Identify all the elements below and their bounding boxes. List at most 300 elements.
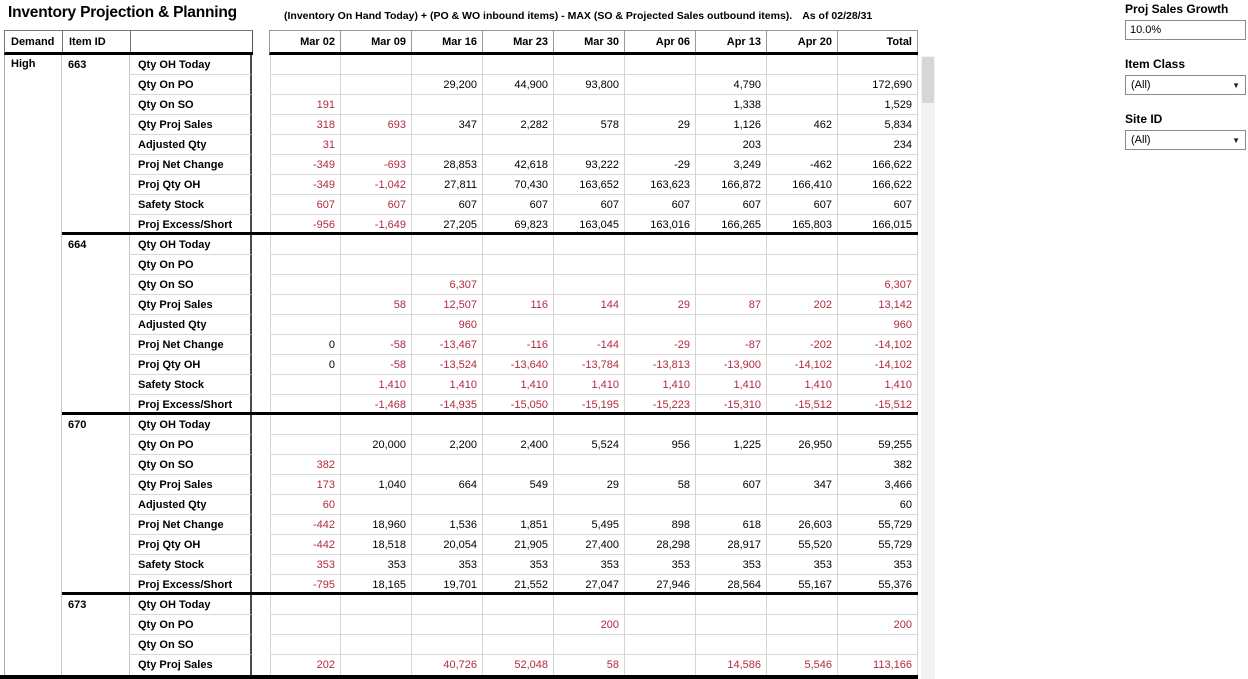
value-cell[interactable]: 29,200	[412, 75, 483, 95]
value-cell[interactable]	[270, 55, 341, 75]
item-id-cell[interactable]	[62, 175, 130, 195]
value-cell[interactable]: -14,102	[767, 355, 838, 375]
value-cell[interactable]: 898	[625, 515, 696, 535]
value-cell[interactable]: 1,225	[696, 435, 767, 455]
value-cell[interactable]: -15,310	[696, 395, 767, 415]
value-cell[interactable]	[270, 295, 341, 315]
value-cell[interactable]	[270, 375, 341, 395]
value-cell[interactable]: -349	[270, 155, 341, 175]
value-cell[interactable]: 353	[554, 555, 625, 575]
value-cell[interactable]: -58	[341, 335, 412, 355]
value-cell[interactable]	[270, 255, 341, 275]
item-id-cell[interactable]	[62, 515, 130, 535]
value-cell[interactable]: 166,410	[767, 175, 838, 195]
value-cell[interactable]: 607	[412, 195, 483, 215]
value-cell[interactable]: 0	[270, 355, 341, 375]
value-cell[interactable]: 19,701	[412, 575, 483, 595]
value-cell[interactable]: 87	[696, 295, 767, 315]
value-cell[interactable]: 163,016	[625, 215, 696, 235]
value-cell[interactable]: 58	[554, 655, 625, 675]
value-cell[interactable]	[341, 315, 412, 335]
value-cell[interactable]	[341, 595, 412, 615]
value-cell[interactable]	[341, 615, 412, 635]
value-cell[interactable]: 607	[696, 475, 767, 495]
value-cell[interactable]: 1,410	[696, 375, 767, 395]
value-cell[interactable]: -442	[270, 515, 341, 535]
value-cell[interactable]: 1,410	[625, 375, 696, 395]
value-cell[interactable]: 347	[767, 475, 838, 495]
item-id-cell[interactable]	[62, 435, 130, 455]
value-cell[interactable]: -13,900	[696, 355, 767, 375]
value-cell[interactable]: 353	[483, 555, 554, 575]
value-cell[interactable]	[483, 455, 554, 475]
value-cell[interactable]	[341, 275, 412, 295]
value-cell[interactable]	[696, 615, 767, 635]
value-cell[interactable]: 55,729	[838, 535, 918, 555]
value-cell[interactable]	[696, 315, 767, 335]
value-cell[interactable]: 113,166	[838, 655, 918, 675]
item-id-cell[interactable]	[62, 295, 130, 315]
value-cell[interactable]: 6,307	[838, 275, 918, 295]
metric-label[interactable]: Qty Proj Sales	[130, 655, 252, 675]
metric-label[interactable]: Proj Excess/Short	[130, 215, 252, 235]
metric-label[interactable]: Adjusted Qty	[130, 315, 252, 335]
metric-label[interactable]: Qty On SO	[130, 635, 252, 655]
value-cell[interactable]	[554, 95, 625, 115]
value-cell[interactable]	[554, 235, 625, 255]
value-cell[interactable]: 5,495	[554, 515, 625, 535]
value-cell[interactable]: 163,652	[554, 175, 625, 195]
value-cell[interactable]	[341, 95, 412, 115]
value-cell[interactable]: 353	[767, 555, 838, 575]
value-cell[interactable]	[483, 55, 554, 75]
value-cell[interactable]: -14,935	[412, 395, 483, 415]
value-cell[interactable]	[696, 495, 767, 515]
value-cell[interactable]: 163,623	[625, 175, 696, 195]
value-cell[interactable]: 607	[767, 195, 838, 215]
value-cell[interactable]: 28,853	[412, 155, 483, 175]
value-cell[interactable]	[412, 135, 483, 155]
value-cell[interactable]: 549	[483, 475, 554, 495]
column-header-mar-09[interactable]: Mar 09	[341, 31, 412, 52]
value-cell[interactable]	[554, 595, 625, 615]
value-cell[interactable]	[838, 235, 918, 255]
column-header-item-id[interactable]: Item ID	[63, 31, 131, 52]
value-cell[interactable]	[767, 495, 838, 515]
value-cell[interactable]	[767, 135, 838, 155]
value-cell[interactable]	[554, 275, 625, 295]
column-header-mar-16[interactable]: Mar 16	[412, 31, 483, 52]
value-cell[interactable]	[483, 315, 554, 335]
value-cell[interactable]: 93,222	[554, 155, 625, 175]
value-cell[interactable]: 28,917	[696, 535, 767, 555]
value-cell[interactable]: 21,905	[483, 535, 554, 555]
metric-label[interactable]: Proj Excess/Short	[130, 395, 252, 415]
value-cell[interactable]	[341, 255, 412, 275]
value-cell[interactable]: 191	[270, 95, 341, 115]
value-cell[interactable]	[341, 135, 412, 155]
value-cell[interactable]: -14,102	[838, 355, 918, 375]
value-cell[interactable]: 44,900	[483, 75, 554, 95]
value-cell[interactable]	[696, 595, 767, 615]
value-cell[interactable]	[270, 315, 341, 335]
value-cell[interactable]: -144	[554, 335, 625, 355]
value-cell[interactable]: 956	[625, 435, 696, 455]
value-cell[interactable]: -58	[341, 355, 412, 375]
value-cell[interactable]: -116	[483, 335, 554, 355]
value-cell[interactable]	[412, 615, 483, 635]
metric-label[interactable]: Qty On PO	[130, 75, 252, 95]
value-cell[interactable]	[625, 635, 696, 655]
value-cell[interactable]: 18,165	[341, 575, 412, 595]
value-cell[interactable]: 202	[767, 295, 838, 315]
value-cell[interactable]: 203	[696, 135, 767, 155]
value-cell[interactable]: 173	[270, 475, 341, 495]
value-cell[interactable]	[341, 635, 412, 655]
value-cell[interactable]: 70,430	[483, 175, 554, 195]
metric-label[interactable]: Proj Qty OH	[130, 535, 252, 555]
value-cell[interactable]: 26,950	[767, 435, 838, 455]
value-cell[interactable]	[625, 135, 696, 155]
item-id-cell[interactable]	[62, 635, 130, 655]
value-cell[interactable]	[412, 495, 483, 515]
value-cell[interactable]: 12,507	[412, 295, 483, 315]
metric-label[interactable]: Qty OH Today	[130, 235, 252, 255]
metric-label[interactable]: Qty On PO	[130, 435, 252, 455]
value-cell[interactable]	[767, 635, 838, 655]
value-cell[interactable]	[412, 595, 483, 615]
item-id-cell[interactable]	[62, 75, 130, 95]
item-id-cell[interactable]	[62, 335, 130, 355]
metric-label[interactable]: Safety Stock	[130, 555, 252, 575]
metric-label[interactable]: Proj Qty OH	[130, 175, 252, 195]
item-id-cell[interactable]	[62, 315, 130, 335]
value-cell[interactable]	[483, 615, 554, 635]
item-class-dropdown[interactable]	[1125, 75, 1246, 95]
value-cell[interactable]: 960	[412, 315, 483, 335]
column-header-mar-23[interactable]: Mar 23	[483, 31, 554, 52]
value-cell[interactable]	[625, 315, 696, 335]
value-cell[interactable]: 27,400	[554, 535, 625, 555]
value-cell[interactable]	[625, 95, 696, 115]
value-cell[interactable]: 52,048	[483, 655, 554, 675]
value-cell[interactable]	[483, 135, 554, 155]
site-id-dropdown[interactable]	[1125, 130, 1246, 150]
value-cell[interactable]	[554, 455, 625, 475]
metric-label[interactable]: Adjusted Qty	[130, 495, 252, 515]
item-id-cell[interactable]	[62, 395, 130, 415]
value-cell[interactable]	[767, 415, 838, 435]
value-cell[interactable]	[554, 55, 625, 75]
value-cell[interactable]	[341, 455, 412, 475]
value-cell[interactable]: 40,726	[412, 655, 483, 675]
value-cell[interactable]: 1,410	[767, 375, 838, 395]
value-cell[interactable]	[696, 255, 767, 275]
value-cell[interactable]: 20,000	[341, 435, 412, 455]
value-cell[interactable]: 166,872	[696, 175, 767, 195]
value-cell[interactable]: 578	[554, 115, 625, 135]
metric-label[interactable]: Qty On PO	[130, 255, 252, 275]
value-cell[interactable]: 1,410	[483, 375, 554, 395]
value-cell[interactable]	[625, 455, 696, 475]
value-cell[interactable]	[341, 235, 412, 255]
value-cell[interactable]: 1,529	[838, 95, 918, 115]
item-id-cell[interactable]	[62, 255, 130, 275]
value-cell[interactable]: 234	[838, 135, 918, 155]
vertical-scrollbar-thumb[interactable]	[922, 57, 934, 103]
value-cell[interactable]	[270, 615, 341, 635]
item-id-cell[interactable]	[62, 615, 130, 635]
metric-label[interactable]: Qty OH Today	[130, 55, 252, 75]
item-id-cell[interactable]	[62, 495, 130, 515]
value-cell[interactable]	[483, 595, 554, 615]
value-cell[interactable]: -15,223	[625, 395, 696, 415]
value-cell[interactable]: 60	[838, 495, 918, 515]
value-cell[interactable]	[483, 235, 554, 255]
column-header-demand[interactable]: Demand	[5, 31, 63, 52]
value-cell[interactable]: 28,564	[696, 575, 767, 595]
value-cell[interactable]	[412, 55, 483, 75]
value-cell[interactable]: 13,142	[838, 295, 918, 315]
value-cell[interactable]	[341, 415, 412, 435]
value-cell[interactable]	[838, 255, 918, 275]
value-cell[interactable]	[625, 415, 696, 435]
value-cell[interactable]: 1,851	[483, 515, 554, 535]
value-cell[interactable]	[696, 455, 767, 475]
value-cell[interactable]	[483, 275, 554, 295]
value-cell[interactable]: 5,834	[838, 115, 918, 135]
column-header-apr-13[interactable]: Apr 13	[696, 31, 767, 52]
value-cell[interactable]: -795	[270, 575, 341, 595]
value-cell[interactable]: 318	[270, 115, 341, 135]
metric-label[interactable]: Adjusted Qty	[130, 135, 252, 155]
item-id-cell[interactable]	[62, 135, 130, 155]
value-cell[interactable]: 6,307	[412, 275, 483, 295]
value-cell[interactable]: -1,042	[341, 175, 412, 195]
item-id-cell[interactable]	[62, 155, 130, 175]
value-cell[interactable]: 166,265	[696, 215, 767, 235]
value-cell[interactable]	[483, 95, 554, 115]
value-cell[interactable]: 607	[696, 195, 767, 215]
value-cell[interactable]: 166,015	[838, 215, 918, 235]
value-cell[interactable]	[554, 255, 625, 275]
value-cell[interactable]: 28,298	[625, 535, 696, 555]
value-cell[interactable]: -462	[767, 155, 838, 175]
value-cell[interactable]	[341, 495, 412, 515]
value-cell[interactable]: 18,518	[341, 535, 412, 555]
value-cell[interactable]: 607	[554, 195, 625, 215]
value-cell[interactable]: 18,960	[341, 515, 412, 535]
value-cell[interactable]	[625, 75, 696, 95]
value-cell[interactable]	[696, 415, 767, 435]
value-cell[interactable]: 5,524	[554, 435, 625, 455]
item-id-cell[interactable]	[62, 555, 130, 575]
value-cell[interactable]	[625, 595, 696, 615]
metric-label[interactable]: Qty On SO	[130, 95, 252, 115]
column-header-apr-20[interactable]: Apr 20	[767, 31, 838, 52]
value-cell[interactable]	[483, 415, 554, 435]
value-cell[interactable]: 116	[483, 295, 554, 315]
value-cell[interactable]: 353	[270, 555, 341, 575]
value-cell[interactable]	[625, 255, 696, 275]
value-cell[interactable]: 353	[838, 555, 918, 575]
value-cell[interactable]: -693	[341, 155, 412, 175]
value-cell[interactable]	[270, 595, 341, 615]
value-cell[interactable]	[767, 55, 838, 75]
value-cell[interactable]: 4,790	[696, 75, 767, 95]
value-cell[interactable]: 166,622	[838, 155, 918, 175]
value-cell[interactable]	[554, 415, 625, 435]
value-cell[interactable]	[696, 55, 767, 75]
value-cell[interactable]	[554, 635, 625, 655]
value-cell[interactable]: 27,811	[412, 175, 483, 195]
value-cell[interactable]: -1,468	[341, 395, 412, 415]
value-cell[interactable]	[625, 495, 696, 515]
value-cell[interactable]: 618	[696, 515, 767, 535]
metric-label[interactable]: Qty Proj Sales	[130, 475, 252, 495]
value-cell[interactable]: 172,690	[838, 75, 918, 95]
item-id-cell[interactable]	[62, 655, 130, 675]
value-cell[interactable]: 1,536	[412, 515, 483, 535]
value-cell[interactable]	[696, 275, 767, 295]
metric-label[interactable]: Qty Proj Sales	[130, 115, 252, 135]
item-id-cell[interactable]	[62, 115, 130, 135]
value-cell[interactable]: 1,410	[341, 375, 412, 395]
metric-label[interactable]: Safety Stock	[130, 375, 252, 395]
value-cell[interactable]: 2,200	[412, 435, 483, 455]
value-cell[interactable]	[341, 655, 412, 675]
item-id-cell[interactable]	[62, 575, 130, 595]
value-cell[interactable]: 166,622	[838, 175, 918, 195]
value-cell[interactable]	[412, 95, 483, 115]
value-cell[interactable]: 69,823	[483, 215, 554, 235]
metric-label[interactable]: Proj Excess/Short	[130, 575, 252, 595]
value-cell[interactable]: 55,376	[838, 575, 918, 595]
item-id-cell[interactable]	[62, 535, 130, 555]
value-cell[interactable]: 58	[341, 295, 412, 315]
value-cell[interactable]: 20,054	[412, 535, 483, 555]
value-cell[interactable]: 2,400	[483, 435, 554, 455]
value-cell[interactable]: -349	[270, 175, 341, 195]
value-cell[interactable]	[838, 595, 918, 615]
vertical-scrollbar-track[interactable]	[921, 56, 935, 679]
value-cell[interactable]	[270, 235, 341, 255]
value-cell[interactable]: -87	[696, 335, 767, 355]
value-cell[interactable]: 1,126	[696, 115, 767, 135]
value-cell[interactable]	[412, 635, 483, 655]
value-cell[interactable]: 21,552	[483, 575, 554, 595]
item-id-cell[interactable]	[62, 375, 130, 395]
value-cell[interactable]	[767, 455, 838, 475]
metric-label[interactable]: Safety Stock	[130, 195, 252, 215]
value-cell[interactable]	[270, 635, 341, 655]
value-cell[interactable]: 202	[270, 655, 341, 675]
column-header-mar-02[interactable]: Mar 02	[270, 31, 341, 52]
value-cell[interactable]	[412, 415, 483, 435]
value-cell[interactable]	[625, 55, 696, 75]
value-cell[interactable]: 26,603	[767, 515, 838, 535]
value-cell[interactable]: 3,466	[838, 475, 918, 495]
value-cell[interactable]: 1,040	[341, 475, 412, 495]
value-cell[interactable]	[767, 95, 838, 115]
value-cell[interactable]	[412, 255, 483, 275]
value-cell[interactable]	[767, 275, 838, 295]
value-cell[interactable]	[625, 615, 696, 635]
value-cell[interactable]: 1,410	[554, 375, 625, 395]
value-cell[interactable]	[270, 75, 341, 95]
value-cell[interactable]: 55,729	[838, 515, 918, 535]
value-cell[interactable]: 1,338	[696, 95, 767, 115]
item-id-cell[interactable]	[62, 475, 130, 495]
value-cell[interactable]: -29	[625, 335, 696, 355]
value-cell[interactable]: 347	[412, 115, 483, 135]
value-cell[interactable]	[767, 615, 838, 635]
value-cell[interactable]	[696, 235, 767, 255]
value-cell[interactable]	[554, 315, 625, 335]
value-cell[interactable]	[696, 635, 767, 655]
value-cell[interactable]	[270, 275, 341, 295]
metric-label[interactable]: Proj Net Change	[130, 515, 252, 535]
value-cell[interactable]	[412, 235, 483, 255]
value-cell[interactable]: 200	[554, 615, 625, 635]
item-id-cell[interactable]: 663	[62, 55, 130, 75]
value-cell[interactable]: 42,618	[483, 155, 554, 175]
value-cell[interactable]: -13,467	[412, 335, 483, 355]
value-cell[interactable]: 31	[270, 135, 341, 155]
value-cell[interactable]: 60	[270, 495, 341, 515]
value-cell[interactable]: 55,167	[767, 575, 838, 595]
value-cell[interactable]: 382	[838, 455, 918, 475]
metric-label[interactable]: Qty Proj Sales	[130, 295, 252, 315]
value-cell[interactable]	[483, 255, 554, 275]
metric-label[interactable]: Qty On PO	[130, 615, 252, 635]
value-cell[interactable]	[270, 395, 341, 415]
metric-label[interactable]: Proj Qty OH	[130, 355, 252, 375]
value-cell[interactable]: 27,205	[412, 215, 483, 235]
value-cell[interactable]: -13,640	[483, 355, 554, 375]
metric-label[interactable]: Proj Net Change	[130, 155, 252, 175]
value-cell[interactable]: 353	[341, 555, 412, 575]
value-cell[interactable]	[767, 255, 838, 275]
value-cell[interactable]: 165,803	[767, 215, 838, 235]
value-cell[interactable]: -15,512	[767, 395, 838, 415]
value-cell[interactable]	[625, 235, 696, 255]
value-cell[interactable]: 0	[270, 335, 341, 355]
value-cell[interactable]: 353	[696, 555, 767, 575]
value-cell[interactable]: -442	[270, 535, 341, 555]
item-id-cell[interactable]: 664	[62, 235, 130, 255]
value-cell[interactable]	[412, 455, 483, 475]
value-cell[interactable]: -29	[625, 155, 696, 175]
column-header-total[interactable]: Total	[838, 31, 918, 52]
value-cell[interactable]	[625, 655, 696, 675]
value-cell[interactable]	[270, 415, 341, 435]
value-cell[interactable]: 353	[412, 555, 483, 575]
value-cell[interactable]	[554, 495, 625, 515]
value-cell[interactable]: 59,255	[838, 435, 918, 455]
value-cell[interactable]: 607	[341, 195, 412, 215]
value-cell[interactable]: 2,282	[483, 115, 554, 135]
value-cell[interactable]	[554, 135, 625, 155]
value-cell[interactable]: -15,195	[554, 395, 625, 415]
item-id-cell[interactable]	[62, 275, 130, 295]
item-id-cell[interactable]	[62, 355, 130, 375]
metric-label[interactable]: Proj Net Change	[130, 335, 252, 355]
value-cell[interactable]: 27,047	[554, 575, 625, 595]
metric-label[interactable]: Qty On SO	[130, 455, 252, 475]
value-cell[interactable]: -15,512	[838, 395, 918, 415]
value-cell[interactable]: 1,410	[838, 375, 918, 395]
